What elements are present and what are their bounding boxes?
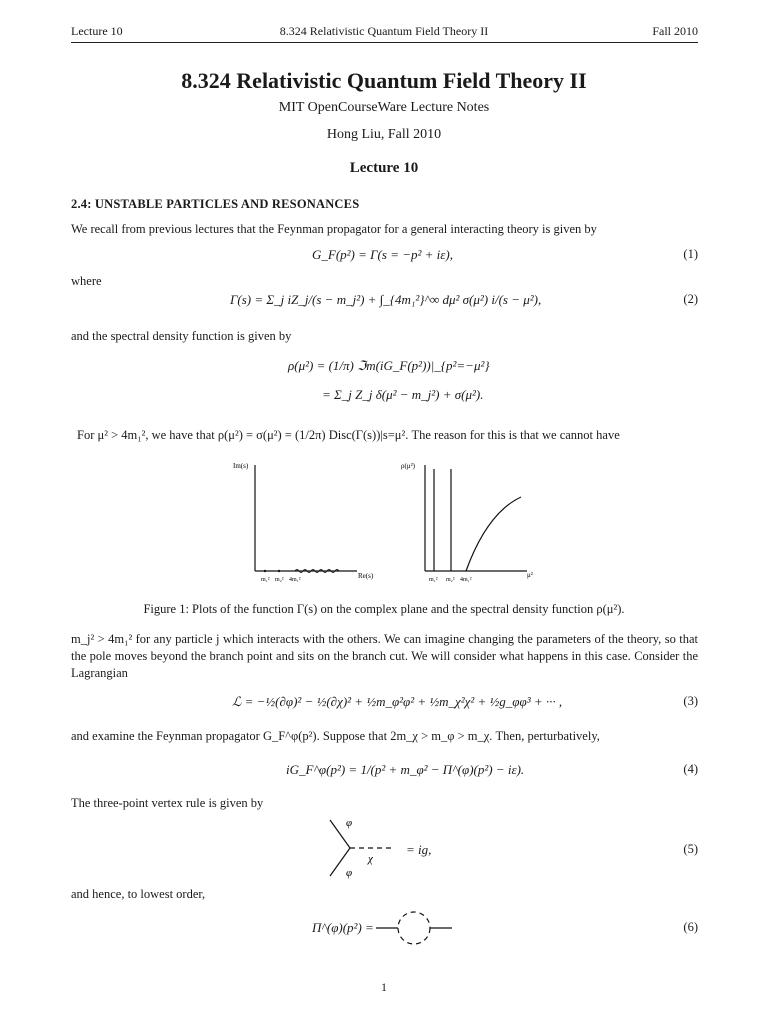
figure-1 — [225, 455, 545, 590]
figure-caption: Figure 1: Plots of the function Γ(s) on the complex plane and the spectral density function ρ(μ²). — [143, 602, 625, 616]
header-center: 8.324 Relativistic Quantum Field Theory II — [279, 24, 489, 38]
equation-number-6: (6) — [683, 920, 698, 934]
header-rule — [71, 42, 698, 43]
equation-number-3: (3) — [683, 694, 698, 708]
vertex-label-phi-bottom: φ — [346, 867, 353, 879]
paragraph-where: where — [71, 274, 102, 288]
paragraph-vertex: The three-point vertex rule is given by — [71, 796, 264, 810]
equation-rho-line-1: ρ(μ²) = (1/π) ℑm(iG_F(p²))|_{p²=−μ²} — [288, 358, 490, 373]
paper-title: 8.324 Relativistic Quantum Field Theory II — [181, 68, 587, 93]
vertex-diagram — [318, 814, 398, 882]
self-energy-loop-diagram — [376, 906, 456, 950]
loop-chi-circle — [398, 912, 430, 944]
equation-1: G_F(p²) = Γ(s = −p² + iε), — [312, 247, 453, 262]
paragraph-after-figure: m_j² > 4m₁² for any particle j which interacts with the others. We can imagine changing the parameters of the theory, so that the pole moves beyond the branch point and sits on the branch cut. We will consider what happens in this case. Consider the Lagrangian — [71, 632, 698, 680]
right-tick-m2: m₂² — [446, 577, 455, 583]
right-continuum-curve — [466, 497, 521, 571]
section-heading: 2.4: UNSTABLE PARTICLES AND RESONANCES — [71, 197, 360, 211]
right-y-label: ρ(μ²) — [401, 462, 416, 470]
right-x-label: μ² — [527, 571, 533, 579]
equation-6: Π^(φ)(p²) = — [312, 920, 374, 935]
paragraph-for-mu: For μ² > 4m₁², we have that ρ(μ²) = σ(μ²) = (1/2π) Disc(Γ(s))|s=μ². The reason for this is that we cannot have — [77, 428, 620, 442]
vertex-label-phi-top: φ — [346, 817, 353, 829]
left-tick-m2: m₂² — [275, 577, 284, 583]
left-tick-m1: m₁² — [261, 577, 270, 583]
left-tick-4m1: 4m₁² — [289, 577, 301, 583]
equation-number-4: (4) — [683, 762, 698, 776]
equation-5: = ig, — [406, 842, 432, 857]
paragraph-intro: We recall from previous lectures that the Feynman propagator for a general interacting theory is given by — [71, 222, 597, 236]
figure-right-plot — [401, 462, 533, 583]
header-right: Fall 2010 — [652, 24, 698, 38]
figure-left-plot — [233, 462, 374, 583]
equation-number-1: (1) — [683, 247, 698, 261]
equation-number-5: (5) — [683, 842, 698, 856]
equation-rho-line-2: = Σ_j Z_j δ(μ² − m_j²) + σ(μ²). — [322, 387, 484, 402]
equation-4: iG_F^φ(p²) = 1/(p² + m_φ² − Π^(φ)(p²) − iε). — [286, 762, 525, 777]
paragraph-lowest-order: and hence, to lowest order, — [71, 887, 206, 901]
page-number: 1 — [381, 980, 387, 994]
lecture-heading: Lecture 10 — [349, 160, 419, 176]
vertex-label-chi: χ — [368, 853, 373, 865]
paragraph-spectral: and the spectral density function is given by — [71, 329, 292, 343]
equation-2: Γ(s) = Σ_j iZ_j/(s − m_j²) + ∫_{4m₁²}^∞ dμ² σ(μ²) i/(s − μ²), — [230, 292, 542, 307]
paper-subtitle: MIT OpenCourseWare Lecture Notes — [278, 100, 490, 115]
left-pole-m1 — [264, 570, 266, 572]
left-x-label: Re(s) — [358, 572, 374, 580]
equation-number-2: (2) — [683, 292, 698, 306]
right-tick-m1: m₁² — [429, 577, 438, 583]
left-pole-m2 — [278, 570, 280, 572]
left-y-label: Im(s) — [233, 462, 249, 470]
paper-author: Hong Liu, Fall 2010 — [326, 127, 442, 142]
header-left: Lecture 10 — [71, 24, 123, 38]
paragraph-examine: and examine the Feynman propagator G_F^φ(p²). Suppose that 2m_χ > m_φ > m_χ. Then, perturbatively, — [71, 729, 600, 743]
equation-3: ℒ = −½(∂φ)² − ½(∂χ)² + ½m_φ²φ² + ½m_χ²χ² + ½g_φφ³ + ··· , — [232, 694, 563, 709]
right-tick-4m1: 4m₁² — [460, 577, 472, 583]
